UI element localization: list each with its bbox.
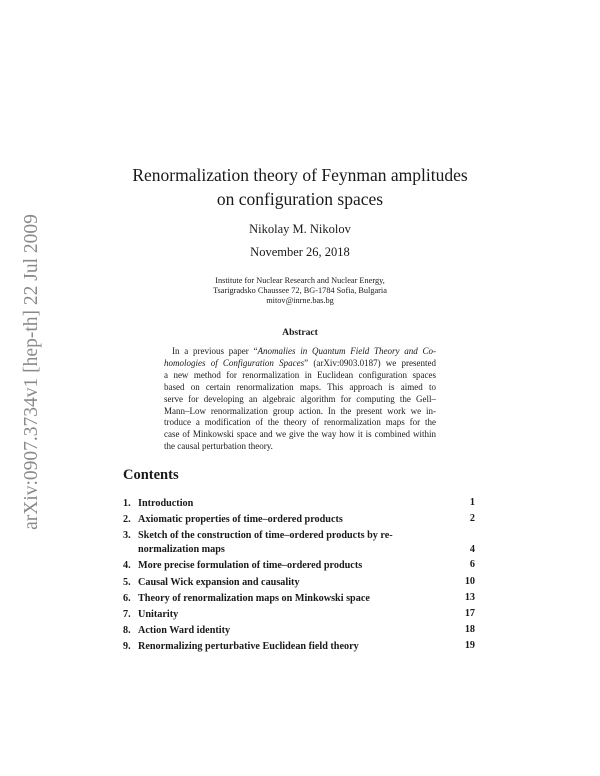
paper-title (0, 163, 600, 211)
toc-page-number: 2 (469, 513, 475, 525)
toc-page-number: 6 (469, 559, 475, 571)
abstract-line (164, 358, 436, 370)
toc-entry-action-ward[interactable] (123, 623, 475, 639)
toc-page-number: 4 (469, 544, 475, 556)
abstract-line: troduce a modification of the theory of renormalization maps for the (164, 417, 436, 428)
publication-date: November 26, 2018 (250, 245, 350, 259)
toc-section-title: Action Ward identity (138, 625, 231, 637)
toc-section-title: Axiomatic properties of time–ordered products (138, 514, 343, 526)
affiliation-block (0, 276, 600, 306)
toc-entry-euclidean-field-theory[interactable] (123, 639, 475, 655)
toc-section-title: Introduction (138, 498, 194, 509)
toc-entry-unitarity[interactable] (123, 607, 475, 623)
toc-section-title (138, 529, 449, 557)
toc-section-number: 7. (123, 609, 131, 621)
toc-page-number: 13 (464, 591, 475, 603)
toc-page-number: 1 (469, 497, 475, 508)
toc-section-number: 9. (123, 641, 131, 653)
affiliation-email: mitov@inrne.bas.bg (266, 296, 334, 305)
toc-entry-precise-formulation[interactable] (123, 558, 475, 574)
toc-entry-axiomatic-properties[interactable] (123, 512, 475, 528)
abstract-line (164, 346, 436, 358)
toc-page-number: 10 (464, 575, 475, 587)
paper-title-line-2: on configuration spaces (216, 189, 384, 209)
toc-section-number: 4. (123, 560, 131, 572)
toc-section-title: More precise formulation of time–ordered products (138, 560, 363, 572)
cited-paper-title: Anomalies in Quantum Field Theory and Co- (257, 346, 436, 356)
toc-entry-renormalization-maps[interactable] (123, 591, 475, 607)
toc-section-title-line-2: normalization maps (138, 544, 225, 556)
author-name: Nikolay M. Nikolov (249, 222, 351, 236)
toc-page-number: 18 (464, 624, 475, 636)
abstract-heading: Abstract (282, 327, 318, 338)
toc-page-number: 19 (464, 640, 475, 652)
contents-heading: Contents (123, 467, 179, 483)
toc-entry-sketch-construction[interactable] (123, 528, 475, 558)
toc-entry-causal-wick[interactable] (123, 575, 475, 591)
cited-paper-title: homologies of Configuration Spaces (164, 357, 305, 368)
affiliation-institute: Institute for Nuclear Research and Nuclear Energy, (215, 276, 385, 285)
abstract-line: Mann–Low renormalization group action. In the present work we in- (164, 405, 436, 416)
toc-section-number: 8. (123, 625, 131, 637)
arxiv-identifier-stamp: arXiv:0907.3734v1 [hep-th] 22 Jul 2009 (21, 214, 42, 530)
paper-title-line-1: Renormalization theory of Feynman amplitudes (132, 165, 468, 185)
abstract-line: based on certain renormalization maps. This approach is aimed to (164, 381, 436, 392)
toc-section-title: Causal Wick expansion and causality (138, 576, 300, 588)
abstract-body (164, 346, 436, 453)
toc-section-title: Renormalizing perturbative Euclidean field theory (138, 641, 359, 653)
toc-section-title: Theory of renormalization maps on Minkowski space (138, 592, 370, 604)
toc-entry-introduction[interactable] (123, 496, 475, 512)
toc-section-number: 3. (123, 530, 131, 542)
abstract-text: ” (arXiv:0903.0187) we presented (304, 357, 436, 368)
abstract-line: serve for developing an algebraic algorithm for computing the Gell– (164, 393, 436, 404)
table-of-contents (123, 496, 475, 656)
toc-section-number: 1. (123, 498, 131, 509)
abstract-line: the causal perturbation theory. (164, 441, 273, 452)
abstract-line: case of Minkowski space and we give the way how it is combined within (164, 429, 436, 440)
toc-section-number: 6. (123, 592, 131, 604)
toc-section-number: 2. (123, 514, 131, 526)
toc-section-title-line-1: Sketch of the construction of time–ordered products by re- (138, 530, 393, 542)
abstract-text: In a previous paper “ (172, 346, 258, 356)
toc-page-number: 17 (464, 608, 475, 620)
affiliation-address: Tsarigradsko Chaussee 72, BG-1784 Sofia, Bulgaria (213, 286, 387, 295)
abstract-line: a new method for renormalization in Euclidean configuration spaces (164, 369, 436, 380)
toc-section-title: Unitarity (138, 609, 179, 621)
toc-section-number: 5. (123, 576, 131, 588)
